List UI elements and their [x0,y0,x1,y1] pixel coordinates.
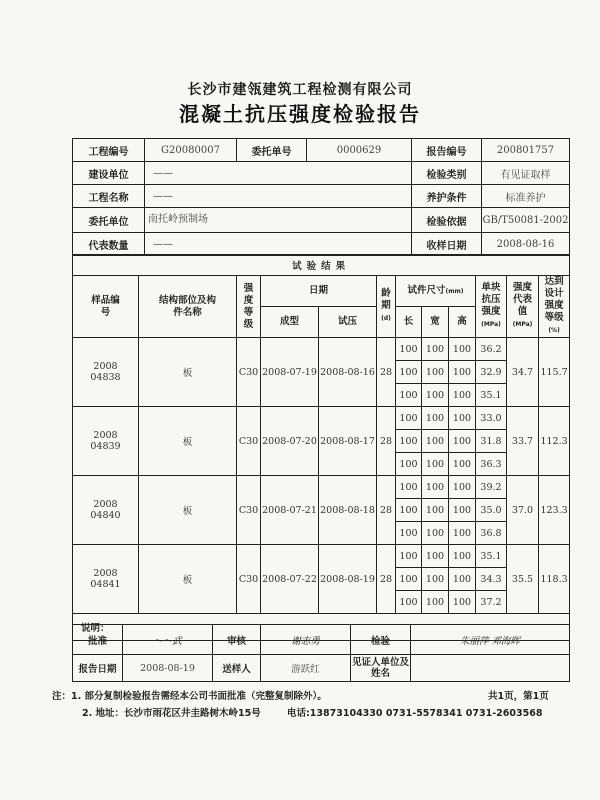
single-strength: 31.8 [476,430,507,453]
commission-no-label: 委托单号 [237,139,307,162]
single-unit: (MPa) [481,321,501,328]
single-strength: 35.1 [476,384,507,407]
spec-length: 100 [396,568,422,591]
cast-date: 2008-07-21 [261,476,319,545]
spec-width: 100 [422,476,449,499]
press-date: 2008-08-16 [319,338,377,407]
col-width: 宽 [422,307,449,338]
col-height: 高 [449,307,476,338]
rep-strength: 35.5 [507,545,539,614]
col-date: 日期 [261,276,377,307]
quantity: —— [145,233,412,256]
spec-width: 100 [422,407,449,430]
col-position: 结构部位及构件名称 [139,276,237,338]
spec-length: 100 [396,522,422,545]
witness-label: 见证人单位及姓名 [351,655,411,682]
sample-no-seq: 04839 [90,441,121,452]
table-row [73,407,570,430]
rep-strength: 37.0 [507,476,539,545]
report-date: 2008-08-19 [123,655,213,682]
spec-height: 100 [449,522,476,545]
grade: C30 [237,545,261,614]
spec-width: 100 [422,499,449,522]
approve-label: 批准 [73,625,123,655]
spec-height: 100 [449,453,476,476]
cast-date: 2008-07-19 [261,338,319,407]
col-cast: 成型 [261,307,319,338]
spec-length: 100 [396,338,422,361]
single-strength: 36.2 [476,338,507,361]
spec-length: 100 [396,430,422,453]
single-strength: 33.0 [476,407,507,430]
curing-label: 养护条件 [412,185,482,208]
pct-design: 123.3 [539,476,570,545]
sample-no-seq: 04841 [90,579,121,590]
single-strength: 39.2 [476,476,507,499]
pct-design: 115.7 [539,338,570,407]
table-row [73,476,570,499]
col-grade: 强度等级 [237,276,261,338]
sample-no-year: 2008 [93,361,118,372]
review-signature: 谢志勇 [261,625,351,655]
col-length: 长 [396,307,422,338]
grade: C30 [237,407,261,476]
col-rep [507,276,539,338]
cast-date: 2008-07-22 [261,545,319,614]
rep-strength: 33.7 [507,407,539,476]
rep-unit: (MPa) [512,321,533,328]
age: 28 [377,476,396,545]
age-label: 龄期 [381,288,391,311]
press-date: 2008-08-19 [319,545,377,614]
project-name-label: 工程名称 [73,185,145,208]
receive-date-label: 收样日期 [412,233,482,256]
spec-height: 100 [449,545,476,568]
col-press: 试压 [319,307,377,338]
single-label: 单块抗压强度 [481,282,501,317]
sender: 游跃红 [261,655,351,682]
single-strength: 34.3 [476,568,507,591]
age: 28 [377,407,396,476]
spec-length: 100 [396,476,422,499]
spec-width: 100 [422,338,449,361]
witness [411,655,570,682]
footer-note-1: 注：1. 部分复制检验报告需经本公司书面批准（完整复制除外）。 [52,691,327,702]
col-size [396,276,476,307]
size-label: 试件尺寸 [407,284,446,296]
sample-no-year: 2008 [93,568,118,579]
project-no: G20080007 [145,139,237,162]
spec-length: 100 [396,407,422,430]
spec-length: 100 [396,591,422,614]
spec-length: 100 [396,384,422,407]
spec-length: 100 [396,361,422,384]
spec-length: 100 [396,499,422,522]
spec-width: 100 [422,384,449,407]
info-table [72,138,570,256]
spec-width: 100 [422,361,449,384]
single-strength: 36.3 [476,453,507,476]
position: 板 [139,545,237,614]
sender-label: 送样人 [213,655,261,682]
project-no-label: 工程编号 [73,139,145,162]
spec-height: 100 [449,568,476,591]
commission-no: 0000629 [307,139,412,162]
sample-no [73,476,139,545]
section-title: 试验结果 [73,255,570,276]
spec-width: 100 [422,430,449,453]
client-label: 委托单位 [73,208,145,233]
press-date: 2008-08-17 [319,407,377,476]
spec-width: 100 [422,591,449,614]
report-no-label: 报告编号 [412,139,482,162]
spec-height: 100 [449,407,476,430]
builder-label: 建设单位 [73,162,145,185]
rep-label: 强度代表值 [512,282,532,317]
spec-height: 100 [449,430,476,453]
position: 板 [139,407,237,476]
position: 板 [139,476,237,545]
grade: C30 [237,338,261,407]
sample-no-year: 2008 [93,430,118,441]
spec-width: 100 [422,453,449,476]
spec-length: 100 [396,453,422,476]
spec-height: 100 [449,361,476,384]
test-type-label: 检验类别 [412,162,482,185]
col-sample-no: 样品编号 [73,276,139,338]
position: 板 [139,338,237,407]
footer-phone: 电话:13873104330 0731-5578341 0731-2603568 [287,708,543,719]
age-unit: (d) [381,315,391,322]
col-single [476,276,507,338]
table-row [73,545,570,568]
spec-height: 100 [449,476,476,499]
sample-no-seq: 04838 [90,372,121,383]
single-strength: 35.1 [476,545,507,568]
spec-width: 100 [422,522,449,545]
footer-note-2: 2. 地址：长沙市雨花区井圭路树木岭15号 [82,708,261,719]
report-title: 混凝土抗压强度检验报告 [179,102,421,126]
results-table [72,254,570,641]
col-pct [539,276,570,338]
size-unit: (mm) [445,287,464,295]
receive-date: 2008-08-16 [482,233,570,256]
review-label: 审核 [213,625,261,655]
sample-no [73,338,139,407]
inspect-label: 检验 [351,625,411,655]
test-type: 有见证取样 [482,162,570,185]
approve-signature: ～～武 [123,625,213,655]
page-count: 共1页，第1页 [488,691,549,702]
basis: GB/T50081-2002 [482,208,570,233]
spec-height: 100 [449,499,476,522]
grade: C30 [237,476,261,545]
quantity-label: 代表数量 [73,233,145,256]
spec-height: 100 [449,591,476,614]
spec-length: 100 [396,545,422,568]
col-age [377,276,396,338]
spec-width: 100 [422,545,449,568]
spec-width: 100 [422,568,449,591]
signoff-table [72,624,570,682]
sample-no-seq: 04840 [90,510,121,521]
spec-height: 100 [449,384,476,407]
pct-design: 118.3 [539,545,570,614]
remarks-label: 说明： [73,614,570,641]
builder: —— [145,162,412,185]
spec-height: 100 [449,338,476,361]
project-name: —— [145,185,412,208]
basis-label: 检验依据 [412,208,482,233]
press-date: 2008-08-18 [319,476,377,545]
age: 28 [377,338,396,407]
client: 南托岭预制场 [145,208,412,233]
pct-design: 112.3 [539,407,570,476]
curing: 标准养护 [482,185,570,208]
sample-no-year: 2008 [93,499,118,510]
sample-no [73,545,139,614]
inspect-signature: 朱丽萍 邓海晖 [411,625,570,655]
sample-no [73,407,139,476]
company-name: 长沙市建瓴建筑工程检测有限公司 [187,82,413,98]
pct-unit: (%) [548,327,560,334]
single-strength: 32.9 [476,361,507,384]
single-strength: 35.0 [476,499,507,522]
cast-date: 2008-07-20 [261,407,319,476]
pct-label: 达到设计强度等级 [544,276,564,323]
single-strength: 36.8 [476,522,507,545]
single-strength: 37.2 [476,591,507,614]
report-date-label: 报告日期 [73,655,123,682]
table-row [73,338,570,361]
report-no: 200801757 [482,139,570,162]
age: 28 [377,545,396,614]
rep-strength: 34.7 [507,338,539,407]
